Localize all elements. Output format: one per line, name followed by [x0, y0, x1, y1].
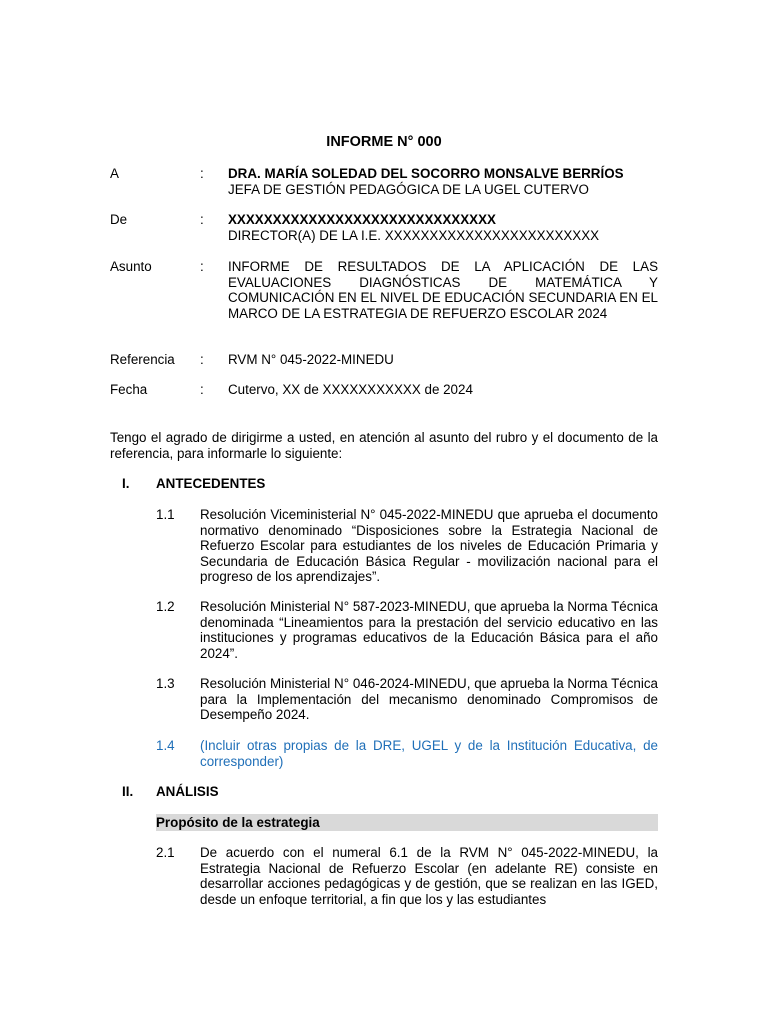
section-number: I.	[122, 476, 130, 491]
report-title: INFORME N° 000	[326, 134, 442, 150]
date-text: Cutervo, XX de XXXXXXXXXXX de 2024	[228, 382, 473, 397]
section-number: II.	[122, 784, 134, 799]
sender-name: XXXXXXXXXXXXXXXXXXXXXXXXXXXXXX	[228, 212, 496, 227]
header-colon: :	[200, 212, 204, 227]
intro-paragraph: Tengo el agrado de dirigirme a usted, en atención al asunto del rubro y el documento de la referencia, para informarle lo siguiente:	[110, 430, 658, 461]
header-label-referencia: Referencia	[110, 352, 175, 367]
section-title: ANÁLISIS	[156, 784, 219, 799]
subheading-text: Propósito de la estrategia	[156, 815, 320, 830]
subheading-proposito	[156, 814, 658, 831]
header-value-de	[228, 212, 658, 243]
recipient-role: JEFA DE GESTIÓN PEDAGÓGICA DE LA UGEL CUTERVO	[228, 181, 589, 197]
header-label-asunto: Asunto	[110, 259, 152, 274]
item-text: Resolución Viceministerial N° 045-2022-MINEDU que aprueba el documento normativo denominado “Disposiciones sobre la Estrategia Nacional de Refuerzo Escolar para estudiantes de los niveles de Educación Primaria y Secundaria de Educación Básica Regular - movilización nacional para el progreso de los aprendizajes”.	[200, 507, 658, 584]
item-text: (Incluir otras propias de la DRE, UGEL y de la Institución Educativa, de corresponder)	[200, 738, 658, 769]
item-number: 1.3	[156, 676, 175, 691]
item-text: De acuerdo con el numeral 6.1 de la RVM N° 045-2022-MINEDU, la Estrategia Nacional de Refuerzo Escolar (en adelante RE) consiste en desarrollar acciones pedagógicas y de gestión, que se realizan en las IGED, desde un enfoque territorial, a fin que los y las estudiantes	[200, 845, 658, 907]
item-text: Resolución Ministerial N° 046-2024-MINEDU, que aprueba la Norma Técnica para la Implementación del mecanismo denominado Compromisos de Desempeño 2024.	[200, 676, 658, 722]
subject-text: INFORME DE RESULTADOS DE LA APLICACIÓN DE LAS EVALUACIONES DIAGNÓSTICAS DE MATEMÁTICA Y COMUNICACIÓN EN EL NIVEL DE EDUCACIÓN SECUNDARIA EN EL MARCO DE LA ESTRATEGIA DE REFUERZO ESCOLAR 2024	[228, 259, 658, 321]
item-number: 2.1	[156, 845, 175, 860]
header-colon: :	[200, 352, 204, 367]
header-colon: :	[200, 382, 204, 397]
header-label-de: De	[110, 212, 128, 227]
header-colon: :	[200, 259, 204, 274]
item-text: Resolución Ministerial N° 587-2023-MINEDU, que aprueba la Norma Técnica denominada “Lineamientos para la prestación del servicio educativo en las instituciones y programas educativos de la Educación Básica para el año 2024”.	[200, 599, 658, 661]
item-number: 1.2	[156, 599, 175, 614]
sender-role: DIRECTOR(A) DE LA I.E. XXXXXXXXXXXXXXXXXXXXXXXX	[228, 227, 600, 243]
header-label-a: A	[110, 166, 119, 181]
reference-text: RVM N° 045-2022-MINEDU	[228, 352, 394, 367]
header-value-a	[228, 166, 658, 197]
recipient-name: DRA. MARÍA SOLEDAD DEL SOCORRO MONSALVE BERRÍOS	[228, 166, 624, 181]
item-number: 1.1	[156, 507, 175, 522]
section-title: ANTECEDENTES	[156, 476, 266, 491]
header-colon: :	[200, 166, 204, 181]
item-number: 1.4	[156, 738, 175, 753]
header-label-fecha: Fecha	[110, 382, 148, 397]
